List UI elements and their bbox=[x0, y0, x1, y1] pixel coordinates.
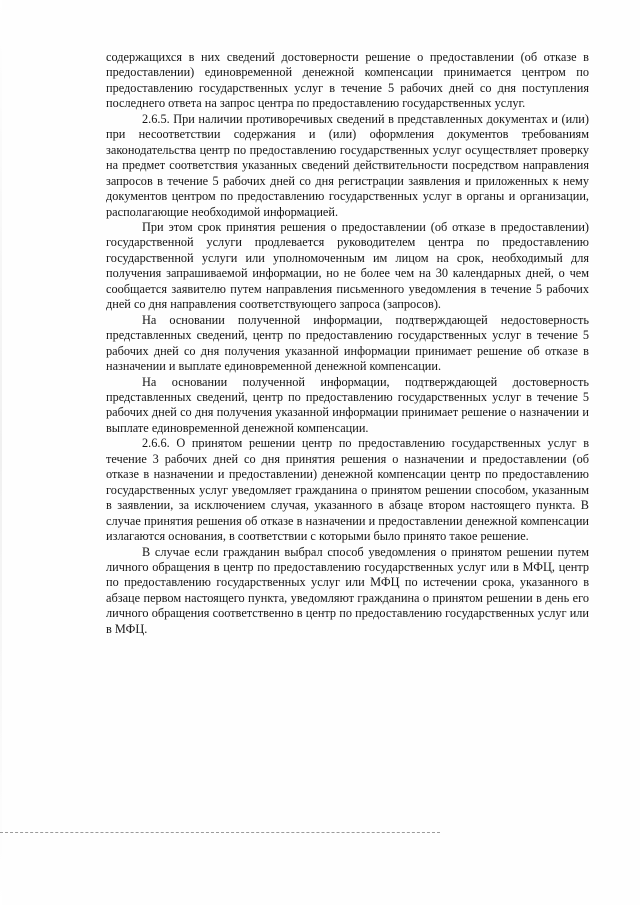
scan-bottom-line bbox=[0, 832, 440, 833]
paragraph-deadline-extension: При этом срок принятия решения о предоставлении (об отказе в предоставлении) государственной услуги продлевается руководителем центра по предоставлению государственной услуги или уполномоченным им лицом на срок, необходимый для получения запрашиваемой информации, но не более чем на 30 календарных дней, о чем сообщается заявителю путем направления письменного уведомления в течение 5 рабочих дней со дня направления соответствующего запроса (запросов). bbox=[106, 219, 589, 312]
scan-edge bbox=[0, 0, 2, 905]
paragraph-approval-decision: На основании полученной информации, подтверждающей достоверность представленных сведений, центр по предоставлению государственных услуг в течение 5 рабочих дней со дня получения указанной информации принимает решение о назначении и выплате единовременной денежной компенсации. bbox=[106, 374, 589, 435]
paragraph-2-6-6: 2.6.6. О принятом решении центр по предоставлению государственных услуг в течение 3 рабочих дней со дня принятия решения о назначении и предоставлении (об отказе в назначении и предоставлении) денежной компенсации центр по предоставлению государственных услуг уведомляет гражданина о принятом решении способом, указанным в заявлении, за исключением случая, указанного в абзаце втором настоящего пункта. В случае принятия решения об отказе в назначении и предоставлении денежной компенсации излагаются основания, в соответствии с которыми было принято такое решение. bbox=[106, 436, 589, 544]
paragraph-personal-notification: В случае если гражданин выбрал способ уведомления о принятом решении путем личного обращения в центр по предоставлению государственных услуг или в МФЦ, центр по предоставлению государственных услуг или МФЦ по истечении срока, указанного в абзаце первом настоящего пункта, уведомляют гражданина о принятом решении в день его личного обращения соответственно в центр по предоставлению государственных услуг или в МФЦ. bbox=[106, 544, 589, 636]
document-body bbox=[106, 50, 589, 637]
paragraph-refusal-decision: На основании полученной информации, подтверждающей недостоверность представленных сведений, центр по предоставлению государственных услуг в течение 5 рабочих дней со дня получения указанной информации принимает решение об отказе в назначении и выплате единовременной денежной компенсации. bbox=[106, 312, 589, 374]
paragraph-2-6-5: 2.6.5. При наличии противоречивых сведений в представленных документах и (или) при несоответствии содержания и (или) оформления документов требованиям законодательства центр по предоставлению государственных услуг осуществляет проверку на предмет соответствия указанных сведений действительности посредством направления запросов в течение 5 рабочих дней со дня регистрации заявления и приложенных к нему документов центром по предоставлению государственных услуг в органы и организации, располагающие необходимой информацией. bbox=[106, 111, 589, 219]
paragraph-continuation: содержащихся в них сведений достоверности решение о предоставлении (об отказе в предоставлении) единовременной денежной компенсации принимается центром по предоставлению государственных услуг в течение 5 рабочих дней со дня поступления последнего ответа на запрос центра по предоставлению государственных услуг. bbox=[106, 50, 589, 111]
